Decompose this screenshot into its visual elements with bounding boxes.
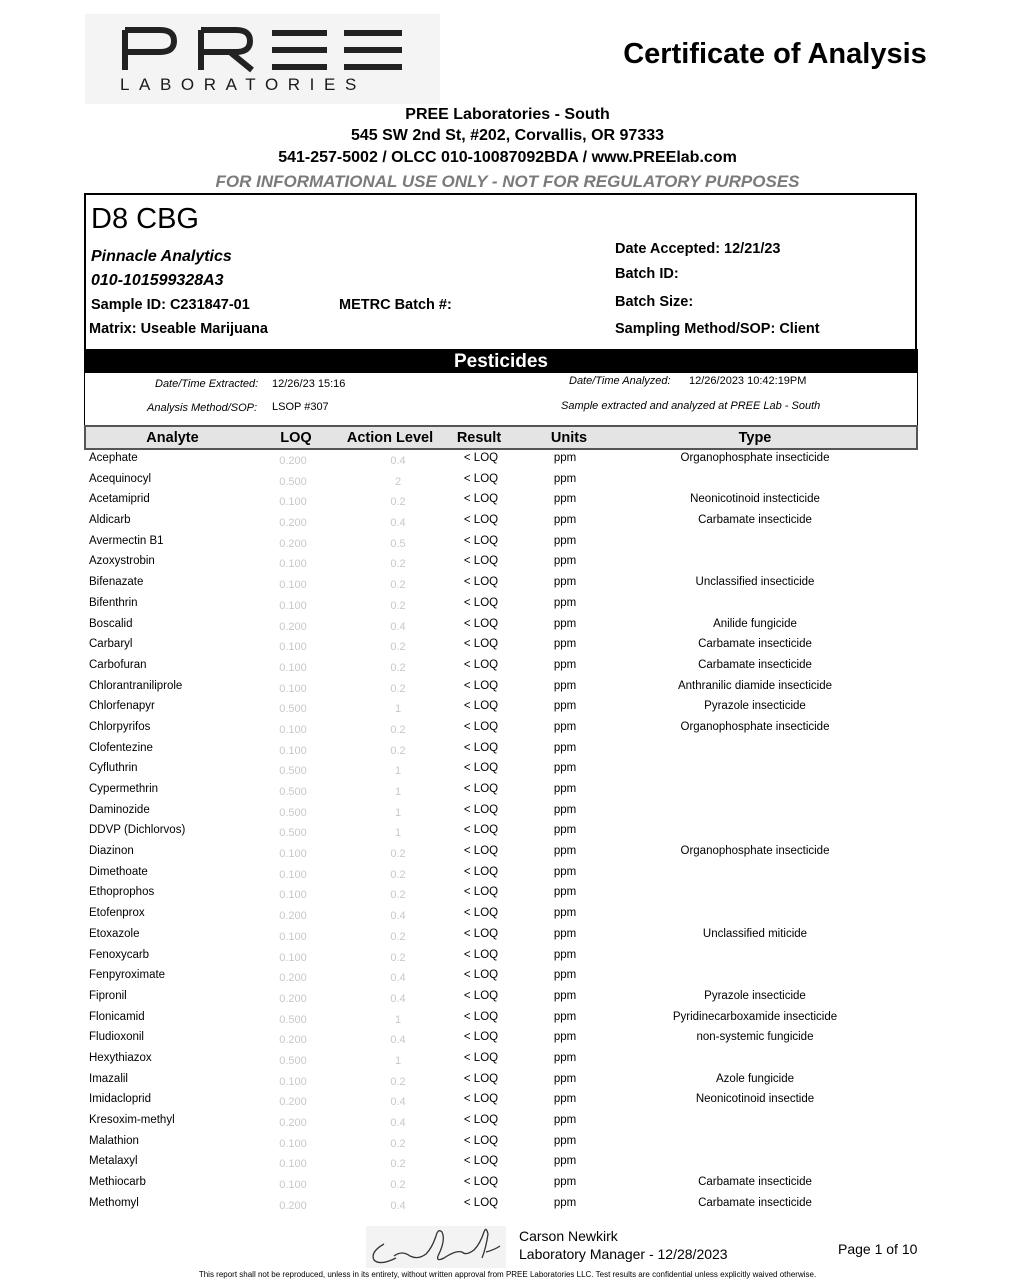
units-cell: ppm (553, 1155, 577, 1168)
result-cell: < LOQ (463, 783, 499, 795)
units-cell: ppm (553, 679, 577, 692)
type-cell: Neonicotinoid insectide (695, 1093, 815, 1106)
table-row (0, 491, 1015, 512)
result-cell: < LOQ (463, 907, 499, 920)
action-level-cell: 0.2 (390, 723, 406, 736)
page-number: Page 1 of 10 (838, 1241, 918, 1257)
type-cell: Organophosphate insecticide (680, 452, 830, 464)
action-level-cell: 0.2 (390, 558, 406, 571)
units-cell: ppm (553, 638, 577, 651)
loq-cell: 0.200 (279, 620, 307, 633)
table-row (0, 450, 1015, 471)
analyte-cell: Aldicarb (89, 514, 131, 527)
units-cell: ppm (553, 865, 577, 878)
action-level-cell: 0.2 (390, 1158, 406, 1171)
action-level-cell: 0.2 (390, 599, 406, 612)
type-cell: Organophosphate insecticide (680, 845, 830, 858)
result-cell: < LOQ (463, 452, 499, 464)
loq-cell: 0.100 (279, 1179, 307, 1192)
action-level-cell: 0.4 (390, 1096, 406, 1109)
action-level-cell: 0.4 (390, 455, 406, 467)
analyte-cell: Malathion (89, 1134, 139, 1147)
analyte-cell: Methomyl (89, 1196, 139, 1209)
units-cell: ppm (553, 493, 577, 506)
action-level-cell: 0.2 (390, 579, 406, 592)
action-level-cell: 1 (394, 1013, 402, 1026)
units-cell: ppm (553, 1114, 577, 1126)
units-cell: ppm (553, 845, 577, 858)
loq-cell: 0.500 (279, 703, 307, 716)
result-cell: < LOQ (463, 1196, 499, 1209)
loq-cell: 0.100 (279, 661, 307, 674)
units-cell: ppm (553, 783, 577, 795)
action-level-cell: 0.2 (390, 848, 406, 861)
units-cell: ppm (553, 534, 577, 547)
action-level-cell: 1 (394, 1054, 402, 1067)
analyte-cell: Avermectin B1 (89, 534, 164, 547)
table-row (0, 988, 1015, 1009)
units-cell: ppm (553, 762, 577, 775)
analyte-cell: Cypermethrin (89, 783, 159, 795)
table-row (0, 719, 1015, 740)
loq-cell: 0.200 (279, 517, 307, 530)
table-row (0, 512, 1015, 533)
action-level-cell: 0.4 (390, 1117, 406, 1129)
analyte-cell: Fipronil (89, 989, 127, 1002)
table-row (0, 1112, 1015, 1133)
table-row (0, 802, 1015, 823)
pree-logo (120, 24, 405, 74)
type-cell: Pyridinecarboxamide insecticide (672, 1010, 838, 1023)
units-cell: ppm (553, 576, 577, 589)
loq-cell: 0.100 (279, 889, 307, 902)
product-name: D8 CBG (91, 203, 199, 235)
table-row (0, 905, 1015, 926)
loq-cell: 0.200 (279, 455, 307, 467)
result-cell: < LOQ (463, 596, 499, 609)
loq-cell: 0.100 (279, 868, 307, 881)
loq-cell: 0.100 (279, 723, 307, 736)
analyte-cell: Imidacloprid (89, 1093, 151, 1106)
action-level-cell: 0.2 (390, 641, 406, 654)
col-units: Units (550, 430, 588, 446)
table-row (0, 1174, 1015, 1195)
units-cell: ppm (553, 1010, 577, 1023)
loq-cell: 0.100 (279, 558, 307, 571)
units-cell: ppm (553, 617, 577, 630)
metrc-batch: METRC Batch #: (339, 297, 452, 313)
lab-contact: 541-257-5002 / OLCC 010-10087092BDA / www.PREElab.com (278, 149, 737, 166)
result-cell: < LOQ (463, 555, 499, 568)
table-row (0, 636, 1015, 657)
table-row (0, 698, 1015, 719)
analyte-cell: Chlorfenapyr (89, 700, 155, 713)
loq-cell: 0.100 (279, 682, 307, 695)
result-cell: < LOQ (463, 741, 499, 754)
analyte-cell: Daminozide (89, 803, 150, 816)
col-type: Type (738, 430, 772, 446)
action-level-cell: 0.2 (390, 1075, 406, 1088)
analyte-cell: Bifenthrin (89, 596, 138, 609)
type-cell: Carbamate insecticide (698, 1176, 812, 1189)
lab-note: Sample extracted and analyzed at PREE Lab - South (561, 400, 821, 412)
action-level-cell: 0.5 (390, 537, 406, 550)
units-cell: ppm (553, 720, 577, 733)
action-level-cell: 0.4 (390, 517, 406, 530)
table-row (0, 884, 1015, 905)
units-cell: ppm (553, 1196, 577, 1209)
units-cell: ppm (553, 1176, 577, 1189)
footer-note: This report shall not be reproduced, unless in its entirety, without written approval from PREE Laboratories LLC. Test results are confidential unless explicitly waived otherwise. (198, 1270, 817, 1279)
action-level-cell: 1 (394, 827, 402, 840)
result-cell: < LOQ (463, 762, 499, 775)
result-cell: < LOQ (463, 1114, 499, 1126)
units-cell: ppm (553, 803, 577, 816)
analyte-cell: Methiocarb (89, 1176, 146, 1189)
method-label: Analysis Method/SOP: (147, 402, 258, 414)
results-table-body (0, 450, 1015, 1215)
extracted-value: 12/26/23 15:16 (272, 378, 346, 390)
action-level-cell: 1 (394, 703, 402, 716)
analyte-cell: Chlorpyrifos (89, 720, 151, 733)
result-cell: < LOQ (463, 1051, 499, 1064)
action-level-cell: 0.4 (390, 1034, 406, 1047)
type-cell: Pyrazole insecticide (704, 700, 806, 713)
type-cell: Organophosphate insecticide (680, 720, 830, 733)
result-cell: < LOQ (463, 679, 499, 692)
loq-cell: 0.100 (279, 599, 307, 612)
table-row (0, 1133, 1015, 1154)
result-cell: < LOQ (463, 493, 499, 506)
action-level-cell: 1 (394, 765, 402, 778)
table-row (0, 574, 1015, 595)
units-cell: ppm (553, 1093, 577, 1106)
result-cell: < LOQ (463, 845, 499, 858)
units-cell: ppm (553, 907, 577, 920)
action-level-cell: 0.2 (390, 744, 406, 757)
loq-cell: 0.500 (279, 765, 307, 778)
section-title: Pesticides (454, 351, 548, 372)
loq-cell: 0.100 (279, 848, 307, 861)
col-result: Result (456, 430, 502, 446)
result-cell: < LOQ (463, 576, 499, 589)
action-level-cell: 0.2 (390, 682, 406, 695)
units-cell: ppm (553, 472, 577, 485)
table-row (0, 1029, 1015, 1050)
date-accepted: Date Accepted: 12/21/23 (615, 241, 781, 257)
loq-cell: 0.200 (279, 910, 307, 923)
table-row (0, 1071, 1015, 1092)
signer-role: Laboratory Manager - 12/28/2023 (519, 1246, 728, 1262)
result-cell: < LOQ (463, 617, 499, 630)
lab-name: PREE Laboratories - South (405, 106, 610, 123)
units-cell: ppm (553, 555, 577, 568)
table-row (0, 1091, 1015, 1112)
result-cell: < LOQ (463, 1010, 499, 1023)
table-row (0, 1009, 1015, 1030)
signature-image (366, 1222, 506, 1268)
analyte-cell: Dimethoate (89, 865, 148, 878)
analyte-cell: Imazalil (89, 1072, 128, 1085)
analyte-cell: Fenpyroximate (89, 969, 166, 982)
type-cell: Carbamate insecticide (698, 1196, 812, 1209)
action-level-cell: 2 (394, 475, 402, 488)
analyte-cell: Hexythiazox (89, 1051, 152, 1064)
analyte-cell: Acetamiprid (89, 493, 150, 506)
units-cell: ppm (553, 1134, 577, 1147)
analyte-cell: Etofenprox (89, 907, 145, 920)
analyte-cell: Ethoprophos (89, 886, 155, 899)
table-row (0, 1050, 1015, 1071)
action-level-cell: 0.2 (390, 661, 406, 674)
analyte-cell: Clofentezine (89, 741, 153, 754)
loq-cell: 0.200 (279, 972, 307, 985)
units-cell: ppm (553, 927, 577, 940)
analyte-cell: Carbaryl (89, 638, 133, 651)
units-cell: ppm (553, 741, 577, 754)
analyzed-value: 12/26/2023 10:42:19PM (689, 375, 807, 387)
loq-cell: 0.100 (279, 930, 307, 943)
loq-cell: 0.500 (279, 1054, 307, 1067)
result-cell: < LOQ (463, 638, 499, 651)
table-row (0, 471, 1015, 492)
analyzed-label: Date/Time Analyzed: (569, 375, 671, 387)
sampling-method: Sampling Method/SOP: Client (615, 321, 820, 337)
type-cell: Anilide fungicide (713, 617, 797, 630)
table-row (0, 678, 1015, 699)
analyte-cell: DDVP (Dichlorvos) (89, 824, 186, 837)
action-level-cell: 0.2 (390, 1137, 406, 1150)
result-cell: < LOQ (463, 1072, 499, 1085)
table-row (0, 822, 1015, 843)
action-level-cell: 0.2 (390, 889, 406, 902)
analyte-cell: Fludioxonil (89, 1031, 144, 1044)
logo-subtitle: LABORATORIES (120, 75, 366, 94)
analyte-cell: Fenoxycarb (89, 948, 150, 961)
signer-name: Carson Newkirk (519, 1228, 618, 1244)
loq-cell: 0.500 (279, 827, 307, 840)
result-cell: < LOQ (463, 700, 499, 713)
analyte-cell: Metalaxyl (89, 1155, 138, 1168)
loq-cell: 0.200 (279, 1199, 307, 1212)
result-cell: < LOQ (463, 514, 499, 527)
result-cell: < LOQ (463, 1176, 499, 1189)
batch-id: Batch ID: (615, 266, 679, 282)
table-row (0, 760, 1015, 781)
result-cell: < LOQ (463, 720, 499, 733)
document-title: Certificate of Analysis (623, 38, 927, 70)
analyte-cell: Carbofuran (89, 658, 147, 671)
table-row (0, 1153, 1015, 1174)
action-level-cell: 0.2 (390, 496, 406, 509)
analyte-cell: Cyfluthrin (89, 762, 138, 775)
action-level-cell: 0.4 (390, 992, 406, 1005)
units-cell: ppm (553, 948, 577, 961)
analyte-cell: Diazinon (89, 845, 134, 858)
table-row (0, 781, 1015, 802)
type-cell: Carbamate insecticide (698, 514, 812, 527)
matrix: Matrix: Useable Marijuana (89, 321, 268, 337)
table-row (0, 1195, 1015, 1216)
action-level-cell: 1 (394, 786, 402, 798)
table-row (0, 947, 1015, 968)
analyte-cell: Acequinocyl (89, 472, 152, 485)
analyte-cell: Boscalid (89, 617, 133, 630)
result-cell: < LOQ (463, 1093, 499, 1106)
extracted-label: Date/Time Extracted: (155, 378, 259, 390)
type-cell: Unclassified miticide (702, 927, 808, 940)
col-analyte: Analyte (146, 430, 199, 446)
loq-cell: 0.500 (279, 1013, 307, 1026)
result-cell: < LOQ (463, 865, 499, 878)
analyte-cell: Chlorantraniliprole (89, 679, 183, 692)
loq-cell: 0.500 (279, 806, 307, 819)
units-cell: ppm (553, 824, 577, 837)
type-cell: Anthranilic diamide insecticide (677, 679, 833, 692)
units-cell: ppm (553, 1051, 577, 1064)
table-row (0, 926, 1015, 947)
analyte-cell: Acephate (89, 452, 138, 464)
result-cell: < LOQ (463, 948, 499, 961)
type-cell: Pyrazole insecticide (704, 989, 806, 1002)
loq-cell: 0.200 (279, 1096, 307, 1109)
result-cell: < LOQ (463, 472, 499, 485)
units-cell: ppm (553, 658, 577, 671)
result-cell: < LOQ (463, 658, 499, 671)
loq-cell: 0.100 (279, 641, 307, 654)
loq-cell: 0.500 (279, 786, 307, 798)
result-cell: < LOQ (463, 534, 499, 547)
result-cell: < LOQ (463, 989, 499, 1002)
action-level-cell: 0.4 (390, 972, 406, 985)
result-cell: < LOQ (463, 824, 499, 837)
lab-address: 545 SW 2nd St, #202, Corvallis, OR 97333 (350, 127, 665, 144)
action-level-cell: 0.4 (390, 1199, 406, 1212)
units-cell: ppm (553, 989, 577, 1002)
units-cell: ppm (553, 596, 577, 609)
action-level-cell: 1 (394, 806, 402, 819)
table-row (0, 595, 1015, 616)
client-license: 010-101599328A3 (91, 272, 224, 289)
action-level-cell: 0.4 (390, 910, 406, 923)
analyte-cell: Azoxystrobin (89, 555, 155, 568)
loq-cell: 0.100 (279, 951, 307, 964)
analyte-cell: Flonicamid (89, 1010, 145, 1023)
action-level-cell: 0.2 (390, 1179, 406, 1192)
batch-size: Batch Size: (615, 294, 694, 310)
units-cell: ppm (553, 969, 577, 982)
action-level-cell: 0.2 (390, 951, 406, 964)
loq-cell: 0.200 (279, 537, 307, 550)
table-row (0, 843, 1015, 864)
col-action-level: Action Level (346, 430, 434, 446)
method-value: LSOP #307 (272, 401, 329, 413)
loq-cell: 0.100 (279, 496, 307, 509)
loq-cell: 0.100 (279, 1075, 307, 1088)
type-cell: Neonicotinoid instecticide (690, 493, 820, 506)
units-cell: ppm (553, 1031, 577, 1044)
table-row (0, 740, 1015, 761)
action-level-cell: 0.4 (390, 620, 406, 633)
type-cell: Unclassified insecticide (695, 576, 815, 589)
result-cell: < LOQ (463, 927, 499, 940)
analyte-cell: Bifenazate (89, 576, 144, 589)
units-cell: ppm (553, 700, 577, 713)
units-cell: ppm (553, 452, 577, 464)
loq-cell: 0.500 (279, 475, 307, 488)
result-cell: < LOQ (463, 1155, 499, 1168)
type-cell: non-systemic fungicide (696, 1031, 814, 1044)
loq-cell: 0.200 (279, 1117, 307, 1129)
col-loq: LOQ (280, 430, 312, 446)
result-cell: < LOQ (463, 969, 499, 982)
loq-cell: 0.100 (279, 1137, 307, 1150)
table-row (0, 967, 1015, 988)
result-cell: < LOQ (463, 886, 499, 899)
loq-cell: 0.200 (279, 1034, 307, 1047)
table-row (0, 553, 1015, 574)
loq-cell: 0.200 (279, 992, 307, 1005)
action-level-cell: 0.2 (390, 868, 406, 881)
loq-cell: 0.100 (279, 1158, 307, 1171)
disclaimer: FOR INFORMATIONAL USE ONLY - NOT FOR REGULATORY PURPOSES (215, 172, 800, 191)
result-cell: < LOQ (463, 803, 499, 816)
loq-cell: 0.100 (279, 744, 307, 757)
type-cell: Carbamate insecticide (698, 638, 812, 651)
units-cell: ppm (553, 514, 577, 527)
units-cell: ppm (553, 886, 577, 899)
table-row (0, 533, 1015, 554)
type-cell: Azole fungicide (716, 1072, 794, 1085)
result-cell: < LOQ (463, 1134, 499, 1147)
analyte-cell: Etoxazole (89, 927, 140, 940)
table-row (0, 616, 1015, 637)
table-row (0, 864, 1015, 885)
sample-id: Sample ID: C231847-01 (91, 297, 250, 313)
loq-cell: 0.100 (279, 579, 307, 592)
result-cell: < LOQ (463, 1031, 499, 1044)
client-name: Pinnacle Analytics (91, 248, 232, 265)
analyte-cell: Kresoxim-methyl (89, 1114, 175, 1126)
type-cell: Carbamate insecticide (698, 658, 812, 671)
units-cell: ppm (553, 1072, 577, 1085)
table-row (0, 657, 1015, 678)
action-level-cell: 0.2 (390, 930, 406, 943)
